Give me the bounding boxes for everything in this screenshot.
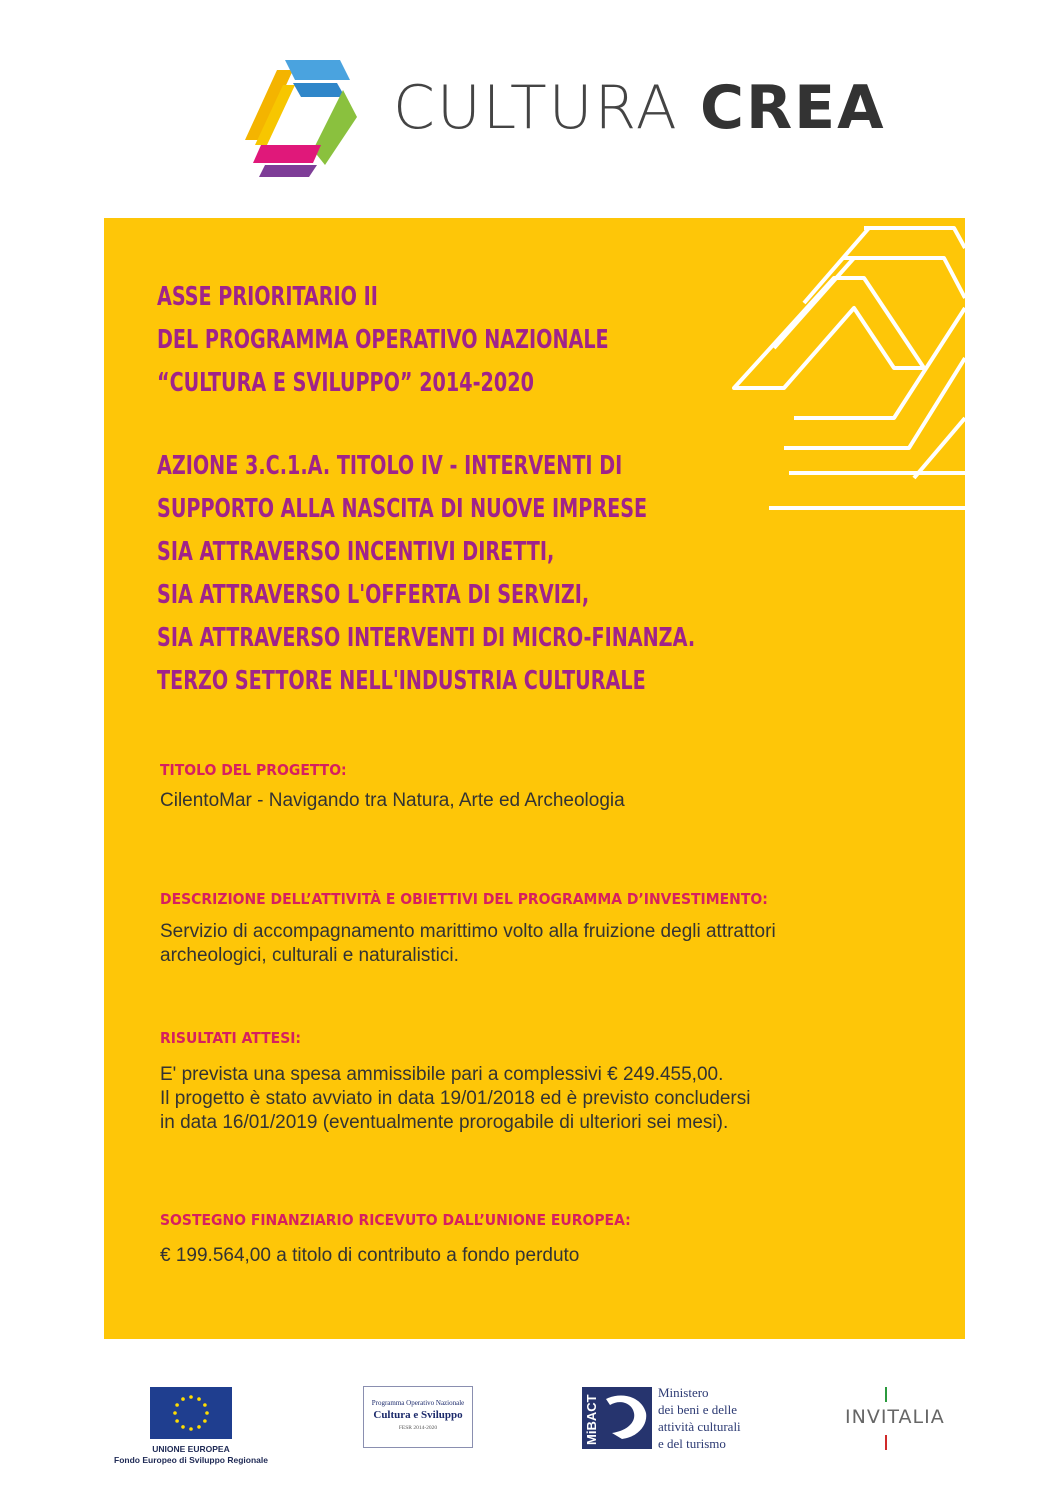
expected-results-text bbox=[160, 1063, 750, 1135]
heading-line: AZIONE 3.C.1.A. TITOLO IV - INTERVENTI DI bbox=[157, 451, 623, 481]
brand-name bbox=[393, 68, 886, 148]
ministry-line: e del turismo bbox=[658, 1436, 726, 1451]
body-line: Servizio di accompagnamento marittimo volto alla fruizione degli attrattori bbox=[160, 921, 776, 942]
eu-fund-caption: Fondo Europeo di Sviluppo Regionale bbox=[114, 1455, 268, 1465]
heading-line: TERZO SETTORE NELL'INDUSTRIA CULTURALE bbox=[157, 666, 646, 696]
brand-name-light: CULTURA bbox=[393, 73, 679, 143]
heading-line: SIA ATTRAVERSO L'OFFERTA DI SERVIZI, bbox=[157, 580, 590, 610]
invitalia-red-mark bbox=[885, 1435, 887, 1450]
eu-star-icon bbox=[203, 1419, 207, 1423]
mibact-emblem-icon bbox=[582, 1387, 652, 1449]
svg-text:MiBACT: MiBACT bbox=[584, 1394, 599, 1445]
description-label: DESCRIZIONE DELL’ATTIVITÀ E OBIETTIVI DEL PROGRAMMA D’INVESTIMENTO: bbox=[160, 890, 768, 908]
ministry-line: dei beni e delle bbox=[658, 1402, 738, 1417]
priority-axis-heading bbox=[157, 276, 609, 405]
eu-star-icon bbox=[205, 1411, 209, 1415]
heading-line: ASSE PRIORITARIO II bbox=[157, 282, 378, 312]
eu-star-icon bbox=[203, 1403, 207, 1407]
invitalia-green-mark bbox=[885, 1387, 887, 1402]
eu-star-icon bbox=[189, 1427, 193, 1431]
body-line: CilentoMar - Navigando tra Natura, Arte ed Archeologia bbox=[160, 790, 625, 811]
eu-flag-icon bbox=[150, 1387, 232, 1439]
eu-star-icon bbox=[175, 1419, 179, 1423]
invitalia-logo: INVITALIA bbox=[845, 1406, 945, 1428]
eu-star-icon bbox=[181, 1425, 185, 1429]
cultura-crea-logo-icon bbox=[225, 45, 360, 180]
body-line: Il progetto è stato avviato in data 19/01/2018 ed è previsto concludersi bbox=[160, 1088, 751, 1109]
logo-outline-motif-icon bbox=[694, 218, 965, 538]
project-title-text bbox=[160, 789, 625, 813]
heading-line: “CULTURA E SVILUPPO” 2014-2020 bbox=[157, 368, 534, 398]
action-heading bbox=[157, 445, 695, 703]
expected-results-label: RISULTATI ATTESI: bbox=[160, 1029, 302, 1047]
ministry-line: attività culturali bbox=[658, 1419, 741, 1434]
pon-title: Cultura e Sviluppo bbox=[373, 1409, 463, 1421]
eu-star-icon bbox=[175, 1403, 179, 1407]
info-panel bbox=[104, 218, 965, 1339]
body-line: E' prevista una spesa ammissibile pari a complessivi € 249.455,00. bbox=[160, 1064, 724, 1085]
pon-cultura-sviluppo-logo bbox=[363, 1386, 473, 1448]
eu-star-icon bbox=[189, 1395, 193, 1399]
eu-funding-label: SOSTEGNO FINANZIARIO RICEVUTO DALL’UNIONE EUROPEA: bbox=[160, 1211, 631, 1229]
heading-line: SUPPORTO ALLA NASCITA DI NUOVE IMPRESE bbox=[157, 494, 648, 524]
mibact-ministry-name bbox=[658, 1384, 741, 1452]
ministry-line: Ministero bbox=[658, 1385, 709, 1400]
heading-line: SIA ATTRAVERSO INTERVENTI DI MICRO-FINANZA. bbox=[157, 623, 696, 653]
pon-line: FESR 2014-2020 bbox=[398, 1425, 438, 1431]
description-text bbox=[160, 920, 776, 968]
body-line: archeologici, culturali e naturalistici. bbox=[160, 945, 459, 966]
eu-star-icon bbox=[173, 1411, 177, 1415]
pon-line: Programma Operativo Nazionale bbox=[371, 1399, 465, 1407]
eu-star-icon bbox=[197, 1425, 201, 1429]
eu-caption: UNIONE EUROPEA bbox=[152, 1444, 230, 1454]
heading-line: SIA ATTRAVERSO INCENTIVI DIRETTI, bbox=[157, 537, 555, 567]
heading-line: DEL PROGRAMMA OPERATIVO NAZIONALE bbox=[157, 325, 609, 355]
body-line: € 199.564,00 a titolo di contributo a fondo perduto bbox=[160, 1245, 580, 1266]
eu-star-icon bbox=[197, 1397, 201, 1401]
eu-star-icon bbox=[181, 1397, 185, 1401]
brand-name-bold: CREA bbox=[699, 73, 886, 143]
project-title-label: TITOLO DEL PROGETTO: bbox=[160, 761, 347, 779]
body-line: in data 16/01/2019 (eventualmente prorogabile di ulteriori sei mesi). bbox=[160, 1112, 729, 1133]
eu-funding-text bbox=[160, 1244, 579, 1268]
